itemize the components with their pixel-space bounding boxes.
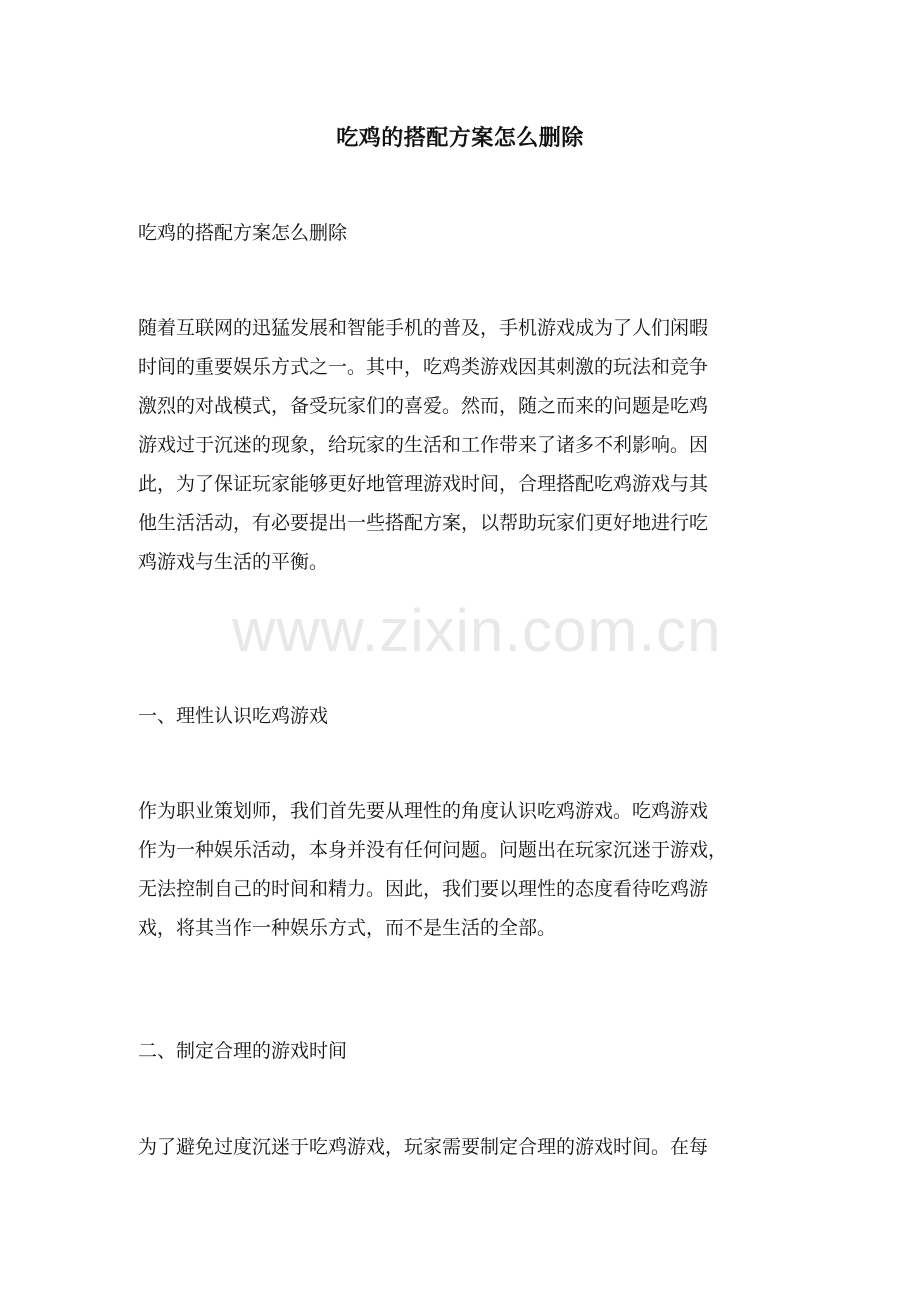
paragraph-line: 游戏过于沉迷的现象，给玩家的生活和工作带来了诸多不利影响。因 xyxy=(138,434,709,456)
paragraph-line: 鸡游戏与生活的平衡。 xyxy=(138,551,329,573)
paragraph-line: 他生活活动，有必要提出一些搭配方案，以帮助玩家们更好地进行吃 xyxy=(138,512,709,534)
paragraph-line: 此，为了保证玩家能够更好地管理游戏时间，合理搭配吃鸡游戏与其 xyxy=(138,473,709,495)
paragraph-line: 激烈的对战模式，备受玩家们的喜爱。然而，随之而来的问题是吃鸡 xyxy=(138,395,709,417)
section-1-paragraph xyxy=(138,792,786,948)
paragraph-line: 随着互联网的迅猛发展和智能手机的普及，手机游戏成为了人们闲暇 xyxy=(138,317,709,339)
watermark: www.zixin.com.cn xyxy=(232,597,722,664)
paragraph-line: 作为一种娱乐活动，本身并没有任何问题。问题出在玩家沉迷于游戏， xyxy=(138,839,728,861)
document-subtitle: 吃鸡的搭配方案怎么删除 xyxy=(138,222,348,244)
paragraph-line: 时间的重要娱乐方式之一。其中，吃鸡类游戏因其刺激的玩法和竞争 xyxy=(138,356,709,378)
paragraph-line: 无法控制自己的时间和精力。因此，我们要以理性的态度看待吃鸡游 xyxy=(138,878,709,900)
section-2-paragraph xyxy=(138,1128,786,1167)
intro-paragraph xyxy=(138,309,786,582)
paragraph-line: 为了避免过度沉迷于吃鸡游戏，玩家需要制定合理的游戏时间。在每 xyxy=(138,1136,709,1158)
section-heading-2: 二、制定合理的游戏时间 xyxy=(138,1040,348,1062)
paragraph-line: 作为职业策划师，我们首先要从理性的角度认识吃鸡游戏。吃鸡游戏 xyxy=(138,800,709,822)
paragraph-line: 戏，将其当作一种娱乐方式，而不是生活的全部。 xyxy=(138,917,557,939)
section-heading-1: 一、理性认识吃鸡游戏 xyxy=(138,705,329,727)
document-title: 吃鸡的搭配方案怎么删除 xyxy=(336,125,584,151)
